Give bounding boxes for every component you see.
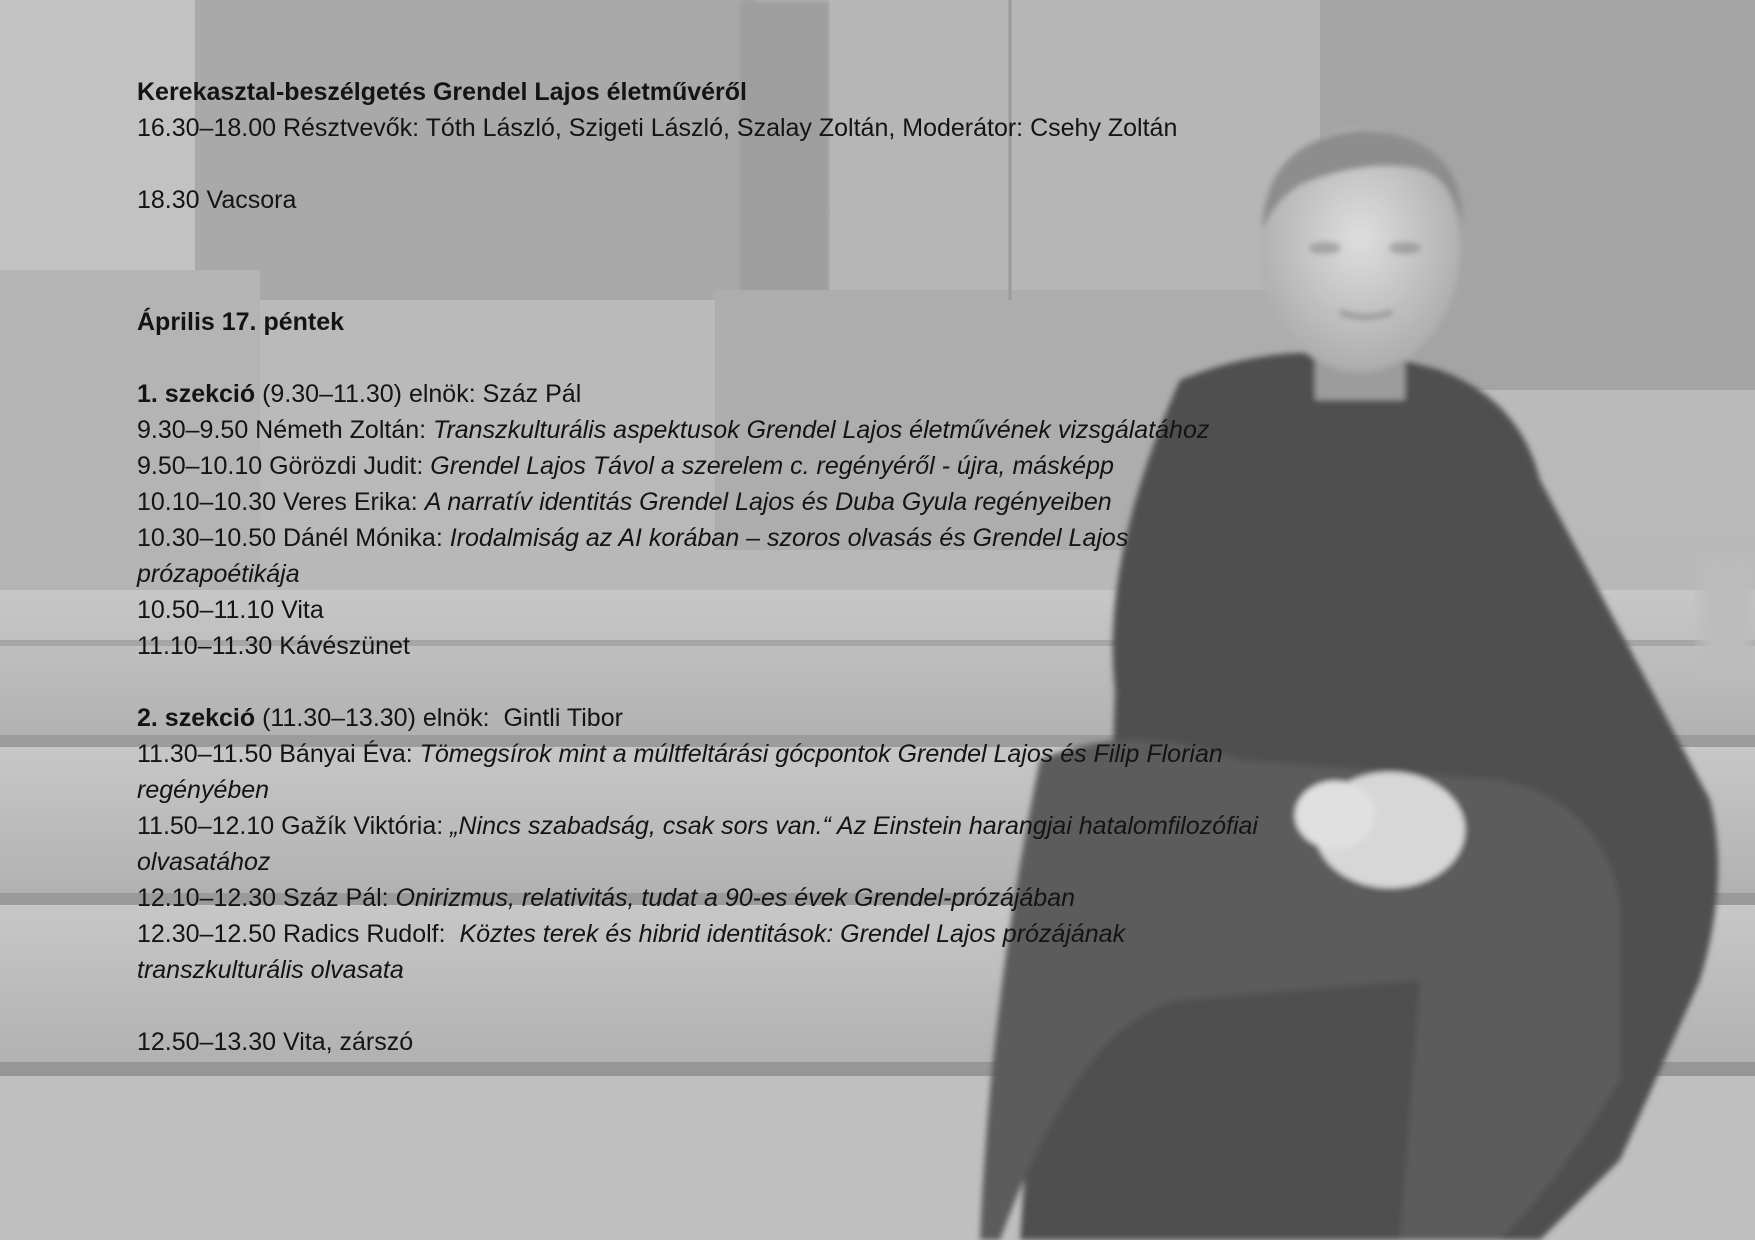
coffee-break-line: 11.10–11.30 Kávészünet	[137, 632, 410, 660]
roundtable-line: 16.30–18.00 Résztvevők: Tóth László, Szigeti László, Szalay Zoltán, Moderátor: Csehy Zoltán	[137, 114, 1178, 142]
roundtable-title: Kerekasztal-beszélgetés Grendel Lajos életművéről	[137, 78, 747, 106]
talk-line: 11.30–11.50 Bányai Éva: Tömegsírok mint a múltfeltárási gócpontok Grendel Lajos és Filip Florian regényében	[137, 740, 1230, 804]
debate-line: 10.50–11.10 Vita	[137, 596, 324, 624]
talk-line: 9.30–9.50 Németh Zoltán: Transzkulturális aspektusok Grendel Lajos életművének vizsgálatához	[137, 416, 1210, 444]
section-2-info: (11.30–13.30) elnök: Gintli Tibor	[255, 704, 623, 732]
talk-line: 10.30–10.50 Dánél Mónika: Irodalmiság az AI korában – szoros olvasás és Grendel Lajos prózapoétikája	[137, 524, 1136, 588]
program-schedule	[137, 74, 1287, 1060]
talk-line: 11.50–12.10 Gažík Viktória: „Nincs szabadság, csak sors van.“ Az Einstein harangjai hatalomfilozófiai olvasatához	[137, 812, 1265, 876]
section-1-info: (9.30–11.30) elnök: Száz Pál	[255, 380, 582, 408]
section-2-title: 2. szekció	[137, 704, 256, 732]
section-1-heading	[137, 376, 1287, 412]
section-1-title: 1. szekció	[137, 380, 256, 408]
dinner-line: 18.30 Vacsora	[137, 186, 297, 214]
talk-line: 10.10–10.30 Veres Erika: A narratív identitás Grendel Lajos és Duba Gyula regényeiben	[137, 488, 1112, 516]
section-2-heading	[137, 700, 1287, 736]
talk-line: 12.10–12.30 Száz Pál: Onirizmus, relativitás, tudat a 90-es évek Grendel-prózájában	[137, 884, 1076, 912]
day-heading: Április 17. péntek	[137, 308, 345, 336]
talk-line: 9.50–10.10 Görözdi Judit: Grendel Lajos Távol a szerelem c. regényéről - újra, másképp	[137, 452, 1114, 480]
talk-line: 12.30–12.50 Radics Rudolf: Köztes terek és hibrid identitások: Grendel Lajos prózájának transzkulturális olvasata	[137, 920, 1133, 984]
closing-line: 12.50–13.30 Vita, zárszó	[137, 1028, 414, 1056]
